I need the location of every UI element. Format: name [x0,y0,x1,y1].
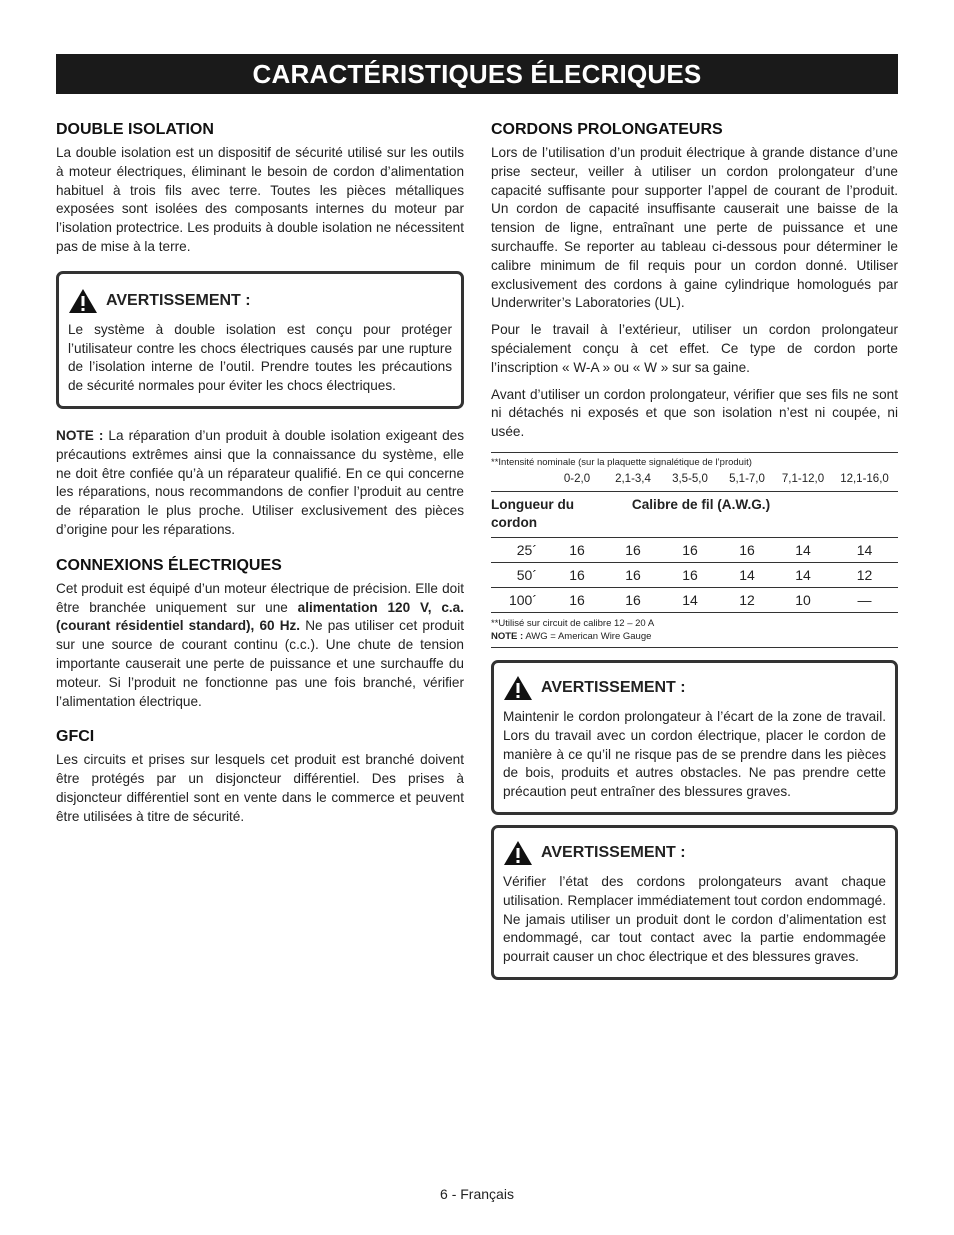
note-text: La réparation d’un produit à double isolation exigeant des précautions extrêmes ainsi que la connaissance du système, elle ne doit être confiée qu’à un réparateur qualifié. En ce qui concerne les réparations, nous recommandons de confier l’produit au centre de réparation le plus proche. Utiliser exclusivement des pièces d’origine pour les réparations. [56,427,464,537]
cordons-p2: Pour le travail à l’extérieur, utiliser un cordon prolongateur spécialement conçu à cet effet. Ce type de cordon porte l’inscription « W-A » ou « W » sur sa gaine. [491,322,898,375]
gauge-cell: 16 [625,566,641,583]
gauge-cell: 14 [795,541,811,558]
range-cell: 7,1-12,0 [781,472,825,485]
gfci-section [56,727,464,826]
col-length-header: Longueur du cordon [491,496,575,530]
length-cell: 25´ [516,541,537,558]
table-row [491,538,898,563]
gauge-cell: 14 [739,566,755,583]
gauge-cell: 16 [625,541,641,558]
cordons-p3: Avant d’utiliser un cordon prolongateur, vérifier que ses fils ne sont ni détachés ni exposés et que son isolation n’est ni coupée, ni usée. [491,386,898,440]
page-title: CARACTÉRISTIQUES ÉLECRIQUES [56,54,898,94]
gauge-cell: 14 [856,541,873,558]
gauge-cell: 12 [739,591,755,608]
table-note-label: NOTE : [491,630,524,642]
connexions-text [56,580,464,712]
range-cell: 3,5-5,0 [672,472,708,485]
range-cell: 12,1-16,0 [840,472,889,485]
page-number: 6 - Français [440,1186,514,1202]
amperage-range-row [491,469,898,492]
table-row [491,563,898,588]
table-note-top: **Intensité nominale (sur la plaquette signalétique de l’produit) [491,456,752,468]
warning-box-cord-placement [491,660,898,815]
gauge-cell: 16 [625,591,641,608]
table-footnote-2 [491,630,898,643]
gauge-cell: 10 [795,591,811,608]
gauge-cell: 16 [569,541,585,558]
double-isolation-heading: DOUBLE ISOLATION [56,121,214,138]
warning-box-cord-inspection [491,825,898,980]
right-column [491,120,898,998]
connexions-section [56,556,464,712]
col-gauge-header: Calibre de fil (A.W.G.) [631,496,771,512]
gauge-cell: 16 [739,541,755,558]
warning-label: AVERTISSEMENT : [106,291,251,309]
table-row [491,588,898,613]
gauge-cell: 14 [795,566,811,583]
warning-triangle-icon [503,675,533,701]
cordons-heading: CORDONS PROLONGATEURS [491,121,723,138]
note-paragraph [56,427,464,540]
length-cell: 100´ [508,591,537,608]
note-label: NOTE : [56,427,104,443]
warning-text: Maintenir le cordon prolongateur à l’écart de la zone de travail. Lors du travail avec un cordon électrique, placer le cordon de manière à ce qu’il ne risque pas de se prendre dans les pièces de bois, produits et autres obstacles. Ne pas prendre cette précaution peut entraîner des blessures graves. [503,708,886,800]
range-cell: 0-2,0 [563,472,591,485]
connexions-text-a: Cet produit est équipé d’un moteur électrique de précision. Elle doit être branchée uniquement sur une [56,580,464,615]
gauge-cell: 16 [569,591,585,608]
gauge-cell: — [857,591,872,608]
table-footnote-1: **Utilisé sur circuit de calibre 12 – 20 A [491,617,655,629]
connexions-heading: CONNEXIONS ÉLECTRIQUES [56,556,282,574]
double-isolation-section [56,120,464,257]
connexions-text-bold: alimentation 120 V, c.a. (courant résidentiel standard), 60 Hz. [56,599,465,634]
gauge-cell: 14 [682,591,698,608]
gauge-cell: 16 [682,541,698,558]
left-column [56,120,464,837]
gauge-cell: 12 [856,566,873,583]
warning-box-double-isolation [56,271,464,409]
cordons-p1: Lors de l’utilisation d’un produit électrique à grande distance d’une prise secteur, veiller à utiliser un cordon prolongateur d’une capacité suffisante pour supporter l’appel de courant de l’produit. Un cordon de capacité insuffisante causerait une baisse de la tension de ligne, entraînant une perte de puissance et une surchauffe. Se reporter au tableau ci-dessous pour déterminer le calibre minimum de fil requis pour un cordon donné. Utiliser exclusivement des cordons à gaine cylindrique homologués par Underwriter’s Laboratories (UL). [491,145,898,311]
wire-gauge-table [491,452,898,648]
warning-label: AVERTISSEMENT : [541,678,686,696]
connexions-text-b: Ne pas utiliser cet produit sur une source de courant continu (c.c.). Une chute de tension importante causerait une perte de puissance et une surchauffe du moteur. Si l’produit ne fonctionne pas une fois branché, vérifier l’alimentation électrique. [56,618,464,709]
double-isolation-text: La double isolation est un dispositif de sécurité utilisé sur les outils à moteur électriques, éliminant le besoin de cordon d’alimentation habituel à trois fils avec terre. Toutes les pièces métalliques exposées sont isolées des composants internes du moteur par l’isolation protectrice. Les produits à double isolation ne nécessitent pas de mise à la terre. [56,145,464,254]
table-header-row [491,492,898,538]
warning-text: Vérifier l’état des cordons prolongateurs avant chaque utilisation. Remplacer immédiatement tout cordon endommagé. Ne jamais utiliser un produit dont le cordon d’alimentation est endommagé, car tout contact avec la partie endommagée pourrait causer un choc électrique et des blessures graves. [503,873,886,965]
warning-triangle-icon [68,288,98,314]
length-cell: 50´ [516,566,537,583]
gfci-text: Les circuits et prises sur lesquels cet produit est branché doivent être protégés par un disjoncteur différentiel. Des prises à disjoncteur différentiel sont en vente dans le commerce et peuvent être utilisées à titre de sécurité. [56,752,464,824]
cordons-section [491,120,898,442]
gauge-cell: 16 [682,566,698,583]
warning-triangle-icon [503,840,533,866]
warning-label: AVERTISSEMENT : [541,843,686,861]
warning-text: Le système à double isolation est conçu pour protéger l’utilisateur contre les chocs électriques causés par une rupture de l’isolation interne de l’outil. Prendre toutes les précautions de sécurité normales pour éviter les chocs électriques. [68,321,452,394]
gfci-heading: GFCI [56,728,95,746]
table-note-text: AWG = American Wire Gauge [523,630,652,642]
gauge-cell: 16 [569,566,585,583]
range-cell: 2,1-3,4 [615,472,651,485]
range-cell: 5,1-7,0 [729,472,765,485]
